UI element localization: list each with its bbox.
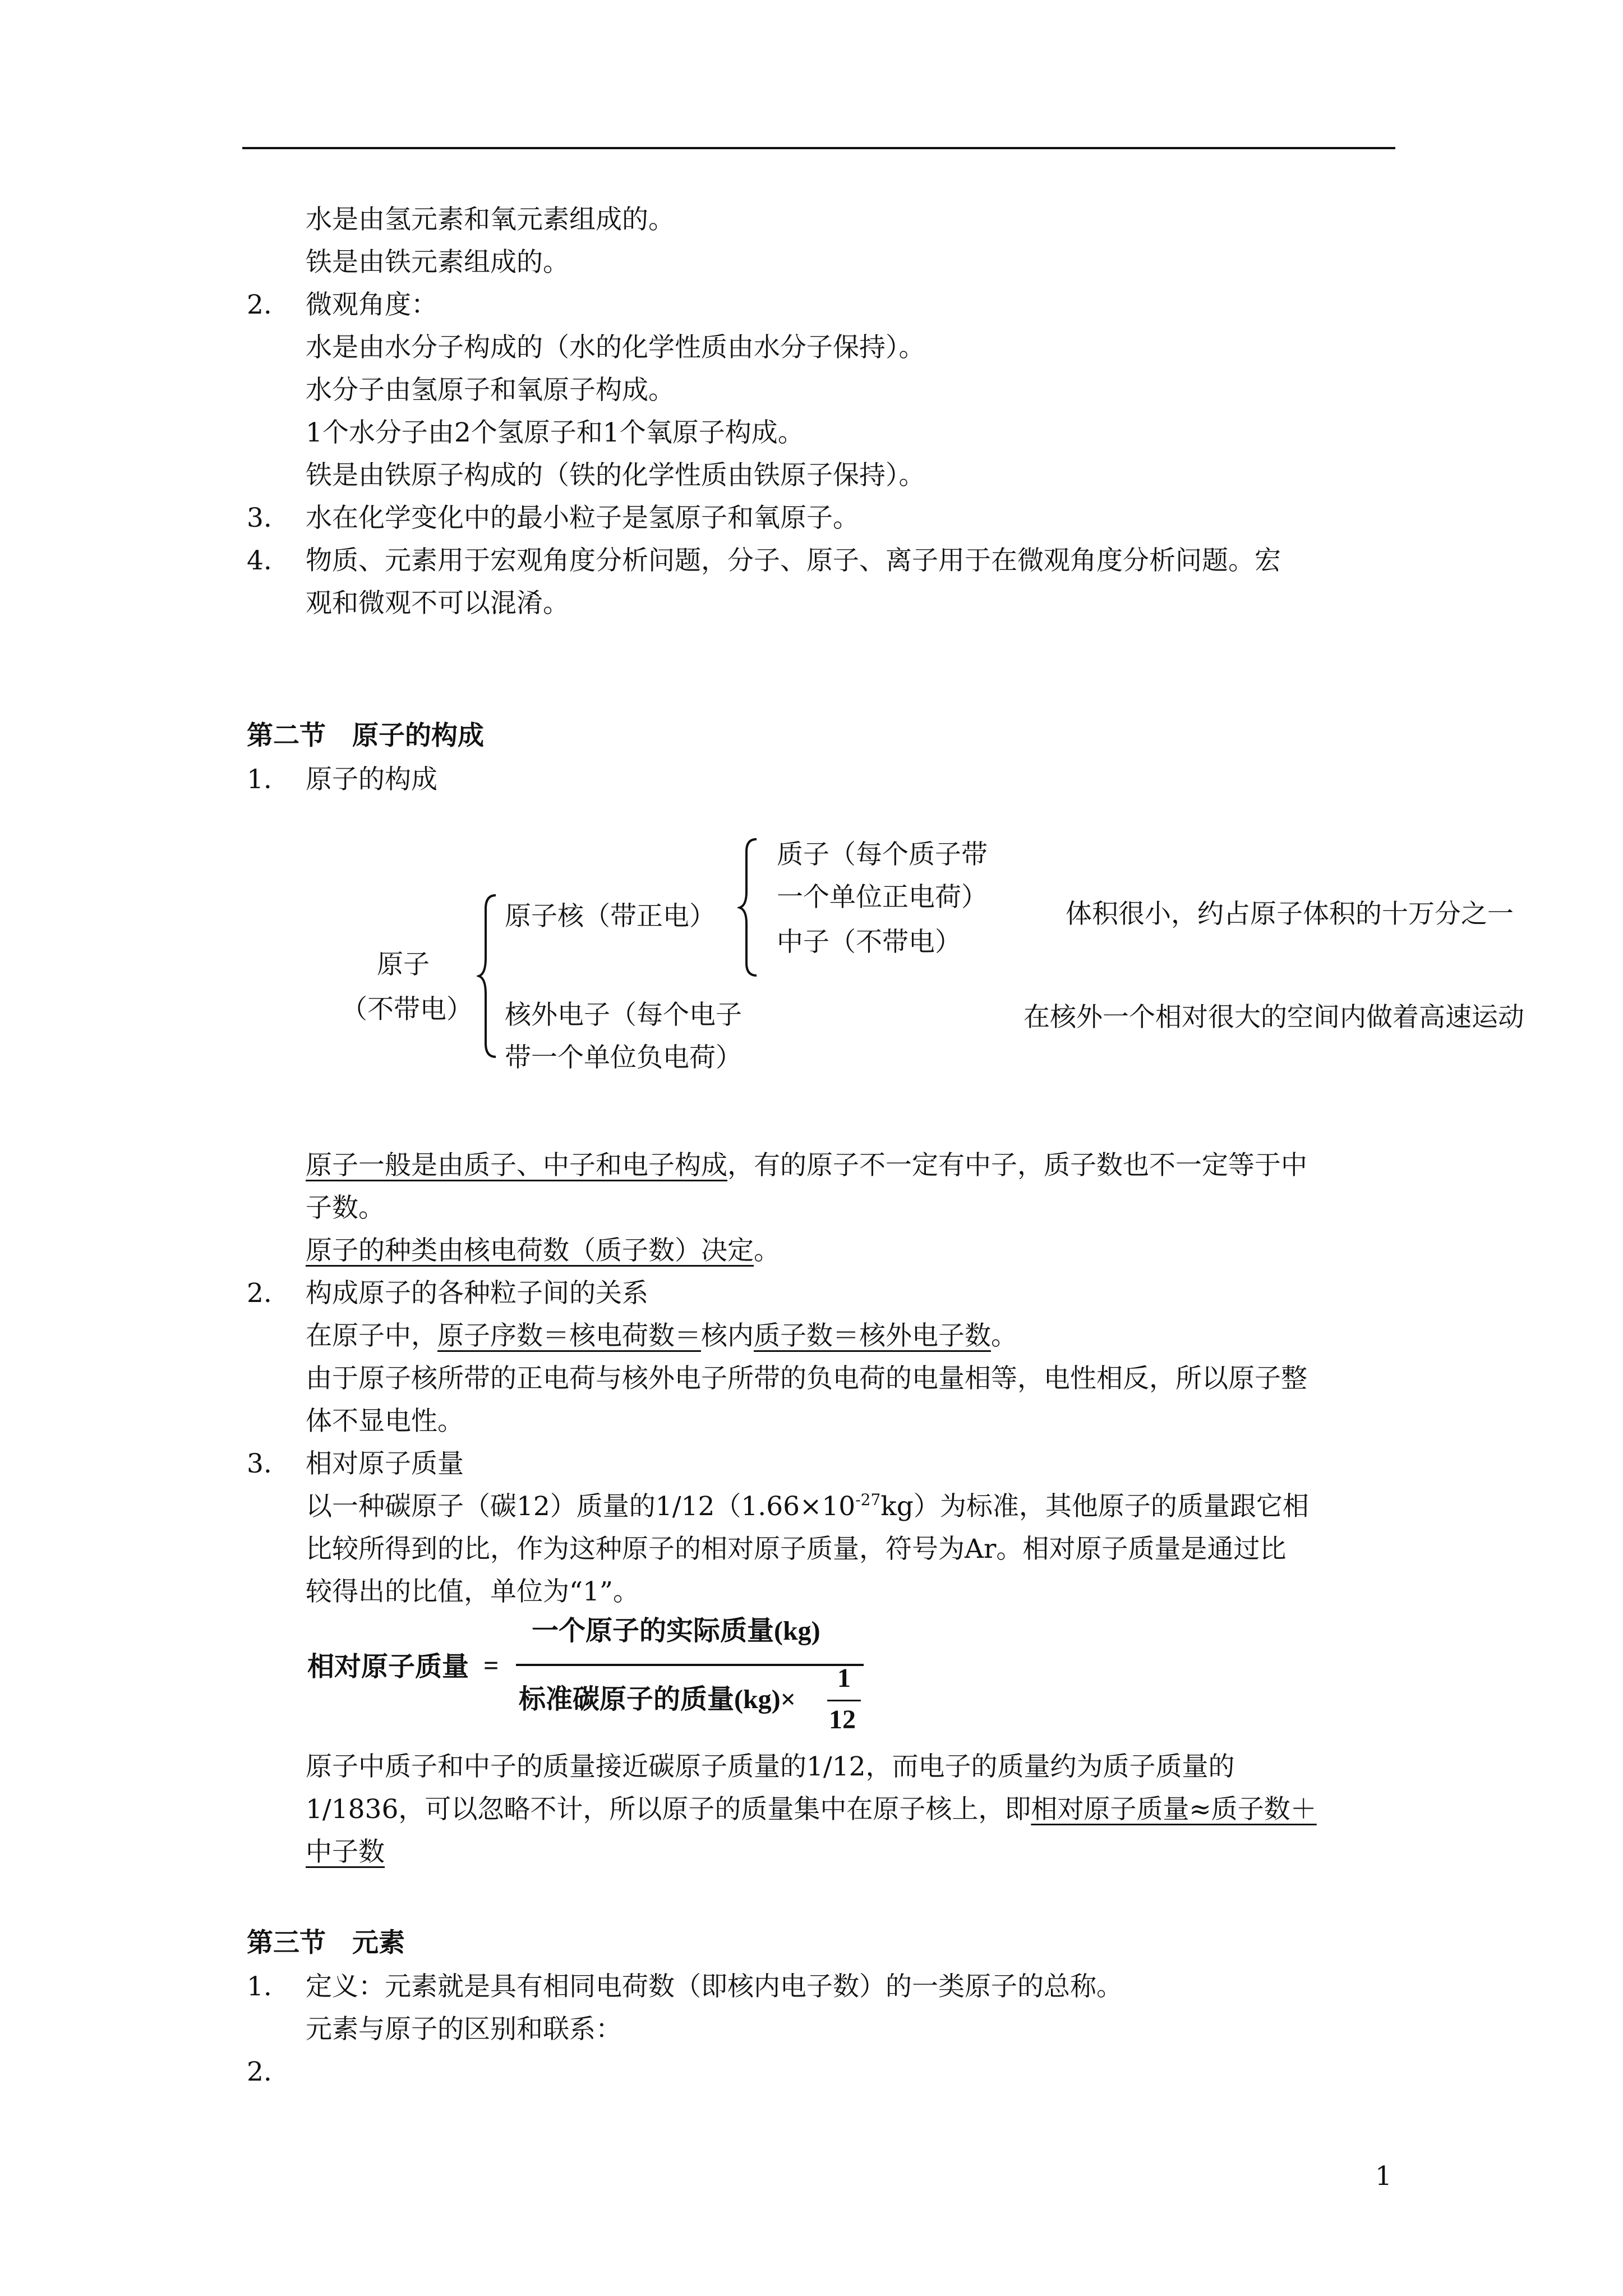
section-heading: 第三节 元素 xyxy=(247,1927,405,1958)
formula-denominator: 标准碳原子的质量(kg)× xyxy=(519,1685,796,1714)
text-span: 1/1836，可以忽略不计，所以原子的质量集中在原子核上，即 xyxy=(306,1794,1031,1825)
list-number: 2. xyxy=(247,1278,272,1309)
formula-equals: = xyxy=(483,1651,499,1681)
list-item-title: 原子的构成 xyxy=(306,764,437,795)
list-number: 2. xyxy=(247,2056,272,2087)
diagram-atom-note: （不带电） xyxy=(341,994,473,1025)
list-item-title: 微观角度： xyxy=(306,289,437,320)
fraction-bar xyxy=(516,1664,864,1666)
text-line: 由于原子核所带的正电荷与核外电子所带的负电荷的电量相等，电性相反，所以原子整 xyxy=(306,1363,1307,1394)
diagram-electron-note: 在核外一个相对很大的空间内做着高速运动 xyxy=(1023,1002,1524,1033)
text-line xyxy=(306,1234,780,1268)
text-line xyxy=(306,1490,1309,1524)
diagram-electron-l2: 带一个单位负电荷） xyxy=(505,1042,742,1073)
underlined-text: 原子一般是由质子、中子和电子构成 xyxy=(306,1150,727,1181)
list-number: 3. xyxy=(247,503,272,533)
formula-small-numerator: 1 xyxy=(837,1663,851,1693)
text-line: 定义：元素就是具有相同电荷数（即核内电子数）的一类原子的总称。 xyxy=(306,1971,1123,2002)
brace-atom xyxy=(477,892,499,1060)
diagram-neutron: 中子（不带电） xyxy=(777,927,961,958)
text-line: 体不显电性。 xyxy=(306,1406,464,1437)
list-item-title: 构成原子的各种粒子间的关系 xyxy=(306,1278,648,1309)
diagram-nucleus: 原子核（带正电） xyxy=(505,901,716,932)
formula-lhs: 相对原子质量 xyxy=(307,1652,469,1682)
text-line: 水分子由氢原子和氧原子构成。 xyxy=(306,375,675,406)
section-heading: 第二节 原子的构成 xyxy=(247,720,484,751)
text-line xyxy=(306,1835,385,1869)
text-line: 水是由水分子构成的（水的化学性质由水分子保持）。 xyxy=(306,332,925,363)
text-line: 观和微观不可以混淆。 xyxy=(306,588,569,619)
text-line xyxy=(306,1319,1017,1353)
text-line: 原子中质子和中子的质量接近碳原子质量的1/12，而电子的质量约为质子质量的 xyxy=(306,1751,1235,1782)
text-span: 。 xyxy=(754,1235,780,1266)
underlined-text: 原子序数＝核电荷数＝ xyxy=(437,1320,701,1351)
list-item-title: 相对原子质量 xyxy=(306,1448,464,1479)
text-line: 较得出的比值，单位为“1”。 xyxy=(306,1576,639,1607)
list-number: 4. xyxy=(247,545,272,576)
diagram-nucleus-note: 体积很小，约占原子体积的十万分之一 xyxy=(1066,899,1514,930)
diagram-proton-l2: 一个单位正电荷） xyxy=(777,882,988,913)
diagram-atom-label: 原子 xyxy=(377,949,430,980)
list-number: 1. xyxy=(247,1971,272,2002)
text-span: 在原子中， xyxy=(306,1320,437,1351)
text-line: 比较所得到的比，作为这种原子的相对原子质量，符号为Ar。相对原子质量是通过比 xyxy=(306,1534,1287,1565)
text-line: 铁是由铁元素组成的。 xyxy=(306,247,569,278)
text-line: 铁是由铁原子构成的（铁的化学性质由铁原子保持）。 xyxy=(306,460,925,491)
underlined-text: 相对原子质量≈质子数＋ xyxy=(1031,1794,1317,1825)
formula-small-denominator: 12 xyxy=(829,1705,856,1734)
text-line: 水是由氢元素和氧元素组成的。 xyxy=(306,204,675,235)
text-line xyxy=(306,1793,1317,1826)
text-line: 子数。 xyxy=(306,1193,385,1223)
text-line: 1个水分子由2个氢原子和1个氧原子构成。 xyxy=(306,417,804,448)
diagram-proton-l1: 质子（每个质子带 xyxy=(777,839,988,870)
underlined-text: 质子数＝核外电子数 xyxy=(754,1320,991,1351)
underlined-text: 中子数 xyxy=(306,1837,385,1867)
text-line: 水在化学变化中的最小粒子是氢原子和氧原子。 xyxy=(306,503,859,533)
list-number: 3. xyxy=(247,1448,272,1479)
text-span: ，有的原子不一定有中子，质子数也不一定等于中 xyxy=(727,1150,1307,1181)
text-span: 核内 xyxy=(701,1320,754,1351)
formula-numerator: 一个原子的实际质量(kg) xyxy=(532,1616,820,1646)
text-line: 元素与原子的区别和联系： xyxy=(306,2014,622,2045)
text-span: 。 xyxy=(991,1320,1017,1351)
text-span: 以一种碳原子（碳12）质量的1/12（1.66×10 xyxy=(306,1491,856,1522)
list-number: 2. xyxy=(247,289,272,320)
list-number: 1. xyxy=(247,764,272,795)
header-rule xyxy=(242,147,1395,149)
page-number: 1 xyxy=(1375,2161,1392,2192)
text-line: 物质、元素用于宏观角度分析问题，分子、原子、离子用于在微观角度分析问题。宏 xyxy=(306,545,1281,576)
text-span: kg）为标准，其他原子的质量跟它相 xyxy=(880,1491,1309,1522)
text-line xyxy=(306,1149,1307,1182)
superscript: -27 xyxy=(855,1490,881,1509)
underlined-text: 原子的种类由核电荷数（质子数）决定 xyxy=(306,1235,754,1266)
brace-nucleus xyxy=(737,836,760,979)
small-fraction-bar xyxy=(827,1700,861,1701)
diagram-electron-l1: 核外电子（每个电子 xyxy=(505,1000,742,1030)
